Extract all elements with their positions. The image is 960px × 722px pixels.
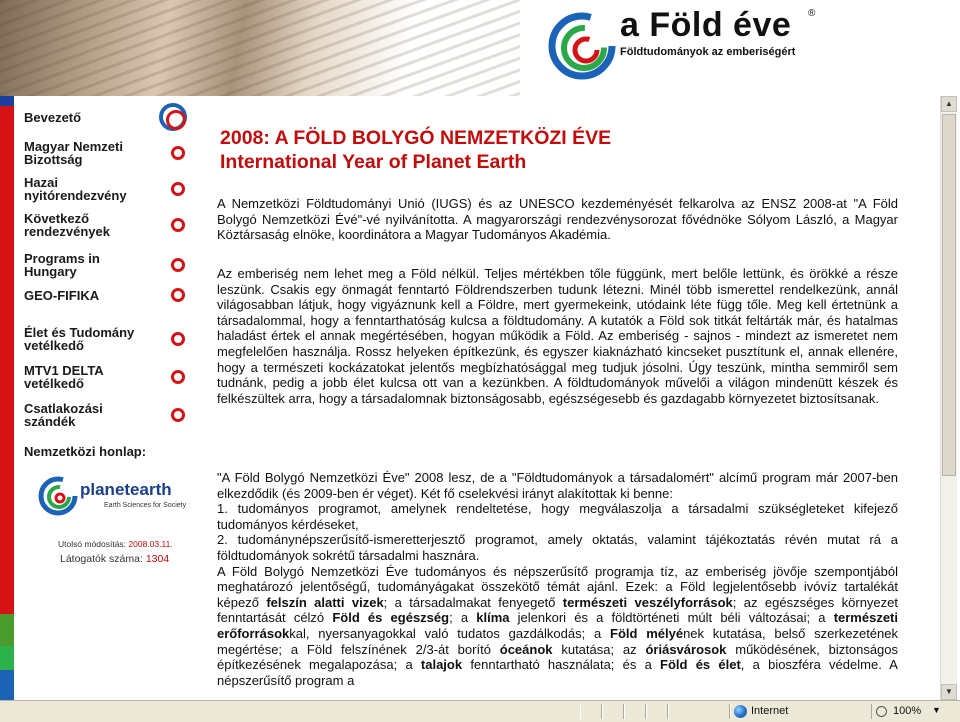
theme-bold: Föld és egészség: [332, 610, 450, 626]
theme-bold: talajok: [420, 657, 463, 673]
nav-label: MTV1 DELTA vetélkedő: [24, 363, 104, 391]
status-segment: [580, 704, 602, 719]
last-modified-label: Utolsó módosítás:: [58, 539, 127, 549]
theme-bold: Föld mélyé: [610, 625, 684, 641]
text-run: jelenkori és a földtörténeti múlt béli változásai; a: [509, 610, 834, 626]
theme-bold: Föld és élet: [660, 657, 741, 673]
ring-bullet-icon: [171, 146, 185, 160]
planetearth-subtitle: Earth Sciences for Society: [104, 502, 187, 509]
status-segment: [602, 704, 624, 719]
logo-subtitle: Földtudományok az emberiségért: [620, 46, 796, 58]
site-logo[interactable]: [546, 2, 836, 90]
theme-bold: természeti veszélyforrások: [562, 594, 733, 610]
nav-label: Következő rendezvények: [24, 211, 110, 239]
sidebar: [0, 96, 200, 700]
stripe-red: [0, 106, 14, 614]
ring-bullet-icon: [171, 258, 185, 272]
text-run: ; a társadalmakat fenyegető: [383, 594, 563, 610]
status-bar: [0, 700, 960, 722]
nav-label: Bevezető: [24, 109, 82, 125]
nav-item-elet-es-tudomany[interactable]: [24, 324, 199, 354]
active-ring-icon: [159, 103, 187, 131]
ring-bullet-icon: [171, 370, 185, 384]
nav-label: Élet és Tudomány vetélkedő: [24, 325, 135, 353]
main-content: [216, 96, 940, 700]
nav-item-mtv1-delta[interactable]: [24, 362, 199, 392]
theme-bold: óceánok: [499, 641, 553, 657]
stripe-blue-bottom: [0, 670, 14, 700]
nav-label: Magyar Nemzeti Bizottság: [24, 139, 123, 167]
last-modified-value: 2008.03.11.: [128, 539, 173, 549]
nav-label: Hazai nyitórendezvény: [24, 175, 127, 203]
nav-label: Programs in Hungary: [24, 251, 100, 279]
program-paragraph: [217, 470, 898, 688]
page-title-en: International Year of Planet Earth: [220, 151, 527, 173]
nav-item-magyar-nemzeti-bizottsag[interactable]: [24, 138, 199, 168]
visitor-counter-value: 1304: [145, 553, 170, 565]
scroll-down-button[interactable]: ▼: [941, 684, 957, 700]
planetearth-logo-link[interactable]: [38, 474, 188, 522]
text-run: ; az egészséges környezet fenntartását célzó: [217, 594, 899, 626]
visitor-counter-label: Látogatók száma:: [60, 553, 143, 565]
ring-bullet-icon: [171, 288, 185, 302]
nav-item-csatlakozasi-szandek[interactable]: [24, 400, 199, 430]
security-zone: Internet: [751, 705, 789, 717]
earth-rings-logo-icon: [546, 2, 618, 90]
text-run: nek kutatása, belső szerkezetének megértése; a Föld felszínének 2/3-át borító: [217, 625, 899, 657]
program-item-2: 2. tudománynépszerűsítő-ismeretterjesztő programot, amely oktatás, valamint tájékoztatás révén mutat rá a földtudományok sokrétű társadalmi hasznára.: [217, 532, 898, 563]
nav-label: GEO-FIFIKA: [24, 287, 100, 303]
international-site-label: Nemzetközi honlap:: [24, 444, 147, 459]
globe-icon: [734, 705, 747, 718]
stripe-lightgreen: [0, 646, 14, 670]
theme-bold: felszín alatti vizek: [266, 594, 384, 610]
theme-bold: természeti erőforrások: [217, 610, 898, 641]
status-segment: [668, 704, 730, 719]
logo-title: a Föld éve: [620, 6, 792, 44]
status-segment: [646, 704, 668, 719]
ring-bullet-icon: [171, 182, 185, 196]
nav-item-bevezeto[interactable]: [24, 100, 199, 134]
nav-label: Csatlakozási szándék: [24, 401, 103, 429]
site-header: [0, 0, 960, 96]
text-run: ; a: [449, 610, 477, 626]
nav-item-geo-fifika[interactable]: [24, 286, 199, 304]
rock-banner-image: [0, 0, 520, 96]
theme-bold: klíma: [476, 610, 510, 626]
page-title-hu: 2008: A FÖLD BOLYGÓ NEMZETKÖZI ÉVE: [220, 127, 612, 149]
scroll-up-button[interactable]: ▲: [941, 96, 957, 112]
color-stripes: [0, 96, 16, 700]
scroll-thumb[interactable]: [942, 114, 956, 476]
status-segment: [624, 704, 646, 719]
zoom-level[interactable]: 100%: [893, 705, 922, 717]
stripe-blue: [0, 96, 14, 106]
text-run: A Föld Bolygó Nemzetközi Éve tudományos és népszerűsítő programja tíz, az emberiség jövője szempontjából meghatározó jelentőségű, tudományágakat összekötő témát ajánl. Ezek: a Föld legjelentősebb ivóvíz tartalékát képező: [217, 563, 898, 610]
nav-item-hazai-nyitorendezveny[interactable]: [24, 174, 199, 204]
planetearth-title: planetearth: [80, 480, 172, 499]
zoom-icon[interactable]: [876, 706, 887, 717]
text-run: működésének, biztonságos építkezésének megalapozása; a: [217, 641, 899, 673]
body-paragraph: Az emberiség nem lehet meg a Föld nélkül. Teljes mértékben tőle függünk, mert belőle lettünk, és örökké a része leszünk. Csakis egy önmagát fenntartó Földrendszerben tudunk létezni. Minél több ismerettel rendelkezünk, annál világosabban látjuk, hogy vigyáznunk kell a Földre, mert gyermekeink, utódaink léte függ tőle. Meg kell értetnünk a társadalommal, hogy a fenntarthatóság kulcsa a földtudomány. A kutatók a Föld sok titkát feltárták már, és hatalmas haladást értek el annak megértésében, hogyan működik a Föld. Az emberiség - sajnos - mindezt az ismeretet nem megfelelően használja. Rossz helyeken építkezünk, és egyszer kiaknázható kincseket pusztítunk el, annak ellenére, hogy a természeti kockázatokat jelentős megbízhatósággal meg tudjuk jósolni. Úgy teszünk, mintha semmiről sem tudnánk, pedig a jobb élet kulcsa ott van a kezünkben. A földtudományok művelői a világon mindenütt készek és felkészültek arra, hogy a társadalomnak biztonságosabb, egészségesebb és gazdagabb környezetet biztosítsanak.: [217, 266, 898, 406]
theme-bold: óriásvárosok: [645, 641, 727, 657]
planetearth-rings-icon: [38, 474, 78, 518]
text-run: kal, nyersanyagokkal való tudatos gazdálkodás; a: [289, 625, 610, 641]
vertical-scrollbar[interactable]: [940, 96, 957, 700]
program-item-1: 1. tudományos programot, amelynek rendeltetése, hogy megválaszolja a társadalmi szükségleteket kifejező tudományos kérdéseket,: [217, 501, 898, 532]
intro-paragraph: A Nemzetközi Földtudományi Unió (IUGS) és az UNESCO kezdeményését felkarolva az ENSZ 2008-at "A Föld Bolygó Nemzetközi Évé"-vé nyilvánította. A magyarországi rendezvénysorozat fővédnöke Sólyom László, a Magyar Köztársaság elnöke, koordinátora a Magyar Tudományos Akadémia.: [217, 196, 898, 243]
text-run: , a bioszféra védelme. A népszerűsítő program a: [217, 657, 898, 688]
ring-bullet-icon: [171, 408, 185, 422]
program-intro: "A Föld Bolygó Nemzetközi Éve" 2008 lesz, de a "Földtudományok a társadalomért" alcímű program már 2007-ben elkezdődik (és 2009-ben ér véget). Két fő cselekvési irányt alakítottak ki benne:: [217, 470, 898, 501]
stripe-green: [0, 614, 14, 646]
zoom-dropdown-arrow-icon[interactable]: ▼: [932, 705, 941, 715]
nav-item-kovetkezo-rendezvenyek[interactable]: [24, 210, 199, 240]
ring-bullet-icon: [171, 218, 185, 232]
visitor-counter: [60, 553, 169, 565]
text-run: fenntartható használata; és a: [462, 657, 661, 673]
registered-mark: ®: [808, 8, 816, 19]
page-title: [220, 126, 611, 174]
program-themes: [217, 564, 898, 689]
ring-bullet-icon: [171, 332, 185, 346]
nav-item-programs-in-hungary[interactable]: [24, 250, 199, 280]
last-modified: [58, 539, 173, 549]
text-run: kutatása; az: [552, 641, 646, 657]
